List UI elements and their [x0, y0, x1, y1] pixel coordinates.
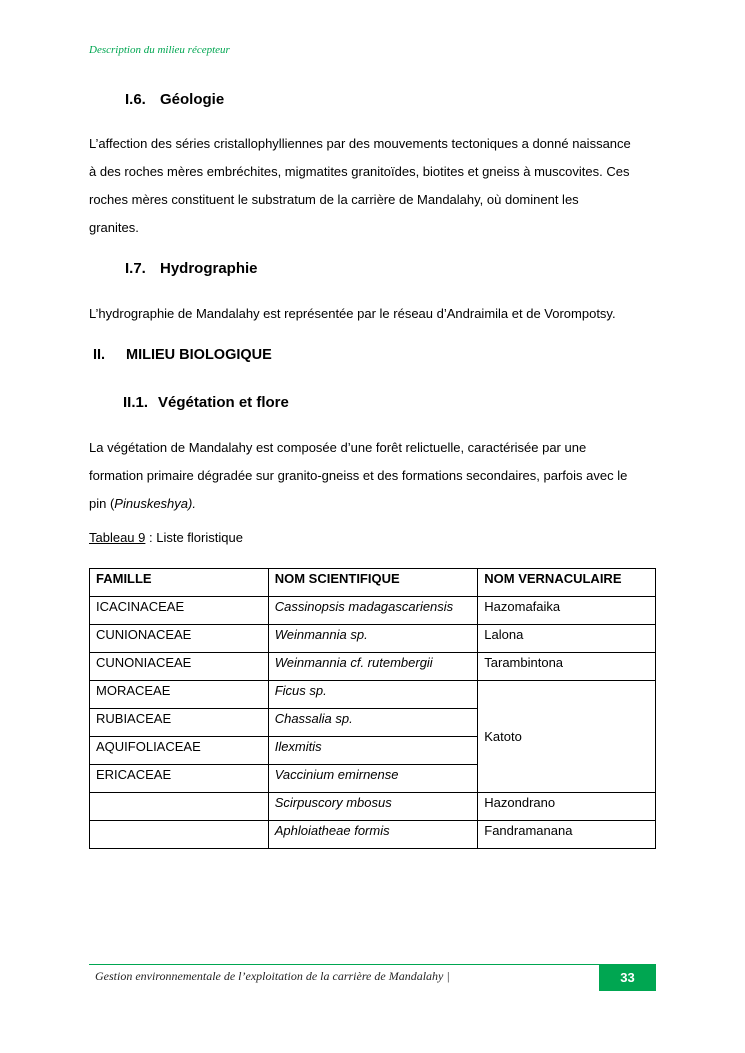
cell-vernacular: Hazondrano: [478, 793, 656, 821]
table-row: [90, 821, 656, 849]
header-nom-vernaculaire: NOM VERNACULAIRE: [478, 569, 656, 597]
table-row: [90, 653, 656, 681]
cell-famille: CUNONIACEAE: [90, 653, 269, 681]
table-row: [90, 793, 656, 821]
cell-famille: [90, 793, 269, 821]
paragraph-vegetation: [89, 434, 655, 518]
cell-scientific: Weinmannia sp.: [268, 625, 478, 653]
paragraph-text: pin (: [89, 496, 115, 511]
cell-vernacular: Tarambintona: [478, 653, 656, 681]
paragraph-line: formation primaire dégradée sur granito-gneiss et des formations secondaires, parfois avec le: [89, 468, 628, 483]
running-header: Description du milieu récepteur: [89, 44, 230, 56]
paragraph-line: granites.: [89, 220, 139, 235]
cell-scientific: Scirpuscory mbosus: [268, 793, 478, 821]
heading-hydrographie: [125, 260, 258, 277]
cell-scientific: Ficus sp.: [268, 681, 478, 709]
table-header-row: [90, 569, 656, 597]
heading-title: Végétation et flore: [158, 394, 289, 411]
page-number: 33: [599, 965, 656, 991]
heading-number: I.7.: [125, 260, 146, 277]
heading-milieu-biologique: [93, 347, 272, 363]
species-name: Pinuskeshya).: [114, 496, 196, 511]
heading-number: II.1.: [123, 394, 149, 411]
heading-geologie: [125, 91, 224, 108]
paragraph-geologie: [89, 130, 655, 242]
table-caption-text: : Liste floristique: [145, 530, 243, 545]
cell-famille: RUBIACEAE: [90, 709, 269, 737]
cell-scientific: Vaccinium emirnense: [268, 765, 478, 793]
table-row: [90, 597, 656, 625]
cell-scientific: Chassalia sp.: [268, 709, 478, 737]
paragraph-hydrographie: L’hydrographie de Mandalahy est représentée par le réseau d’Andraimila et de Vorompotsy.: [89, 306, 616, 321]
floristic-table: [89, 568, 656, 849]
cell-famille: ICACINACEAE: [90, 597, 269, 625]
heading-vegetation: [123, 394, 289, 411]
cell-famille: ERICACEAE: [90, 765, 269, 793]
footer-divider: [89, 964, 656, 965]
paragraph-line: [89, 490, 655, 518]
cell-scientific: Ilexmitis: [268, 737, 478, 765]
cell-famille: AQUIFOLIACEAE: [90, 737, 269, 765]
cell-scientific: Weinmannia cf. rutembergii: [268, 653, 478, 681]
table-row: [90, 625, 656, 653]
table-row: [90, 681, 656, 709]
heading-title: MILIEU BIOLOGIQUE: [126, 347, 272, 363]
heading-title: Hydrographie: [160, 260, 258, 277]
paragraph-line: roches mères constituent le substratum de la carrière de Mandalahy, où dominent les: [89, 192, 579, 207]
heading-number: II.: [93, 347, 106, 363]
cell-famille: CUNIONACEAE: [90, 625, 269, 653]
paragraph-line: à des roches mères embréchites, migmatites granitoïdes, biotites et gneiss à muscovites. Ces: [89, 164, 630, 179]
cell-scientific: Aphloiatheae formis: [268, 821, 478, 849]
table-caption-label: Tableau 9: [89, 530, 146, 545]
heading-title: Géologie: [160, 91, 225, 108]
cell-famille: [90, 821, 269, 849]
paragraph-line: La végétation de Mandalahy est composée d’une forêt relictuelle, caractérisée par une: [89, 440, 587, 455]
header-nom-scientifique: NOM SCIENTIFIQUE: [268, 569, 478, 597]
heading-number: I.6.: [125, 91, 146, 108]
cell-scientific: Cassinopsis madagascariensis: [268, 597, 478, 625]
cell-vernacular-merged: Katoto: [478, 681, 656, 793]
table-caption: [89, 530, 243, 545]
cell-famille: MORACEAE: [90, 681, 269, 709]
footer-text: Gestion environnementale de l’exploitation de la carrière de Mandalahy |: [95, 969, 450, 983]
header-famille: FAMILLE: [90, 569, 269, 597]
cell-vernacular: Lalona: [478, 625, 656, 653]
cell-vernacular: Fandramanana: [478, 821, 656, 849]
paragraph-line: L’affection des séries cristallophylliennes par des mouvements tectoniques a donné naissance: [89, 136, 631, 151]
cell-vernacular: Hazomafaika: [478, 597, 656, 625]
